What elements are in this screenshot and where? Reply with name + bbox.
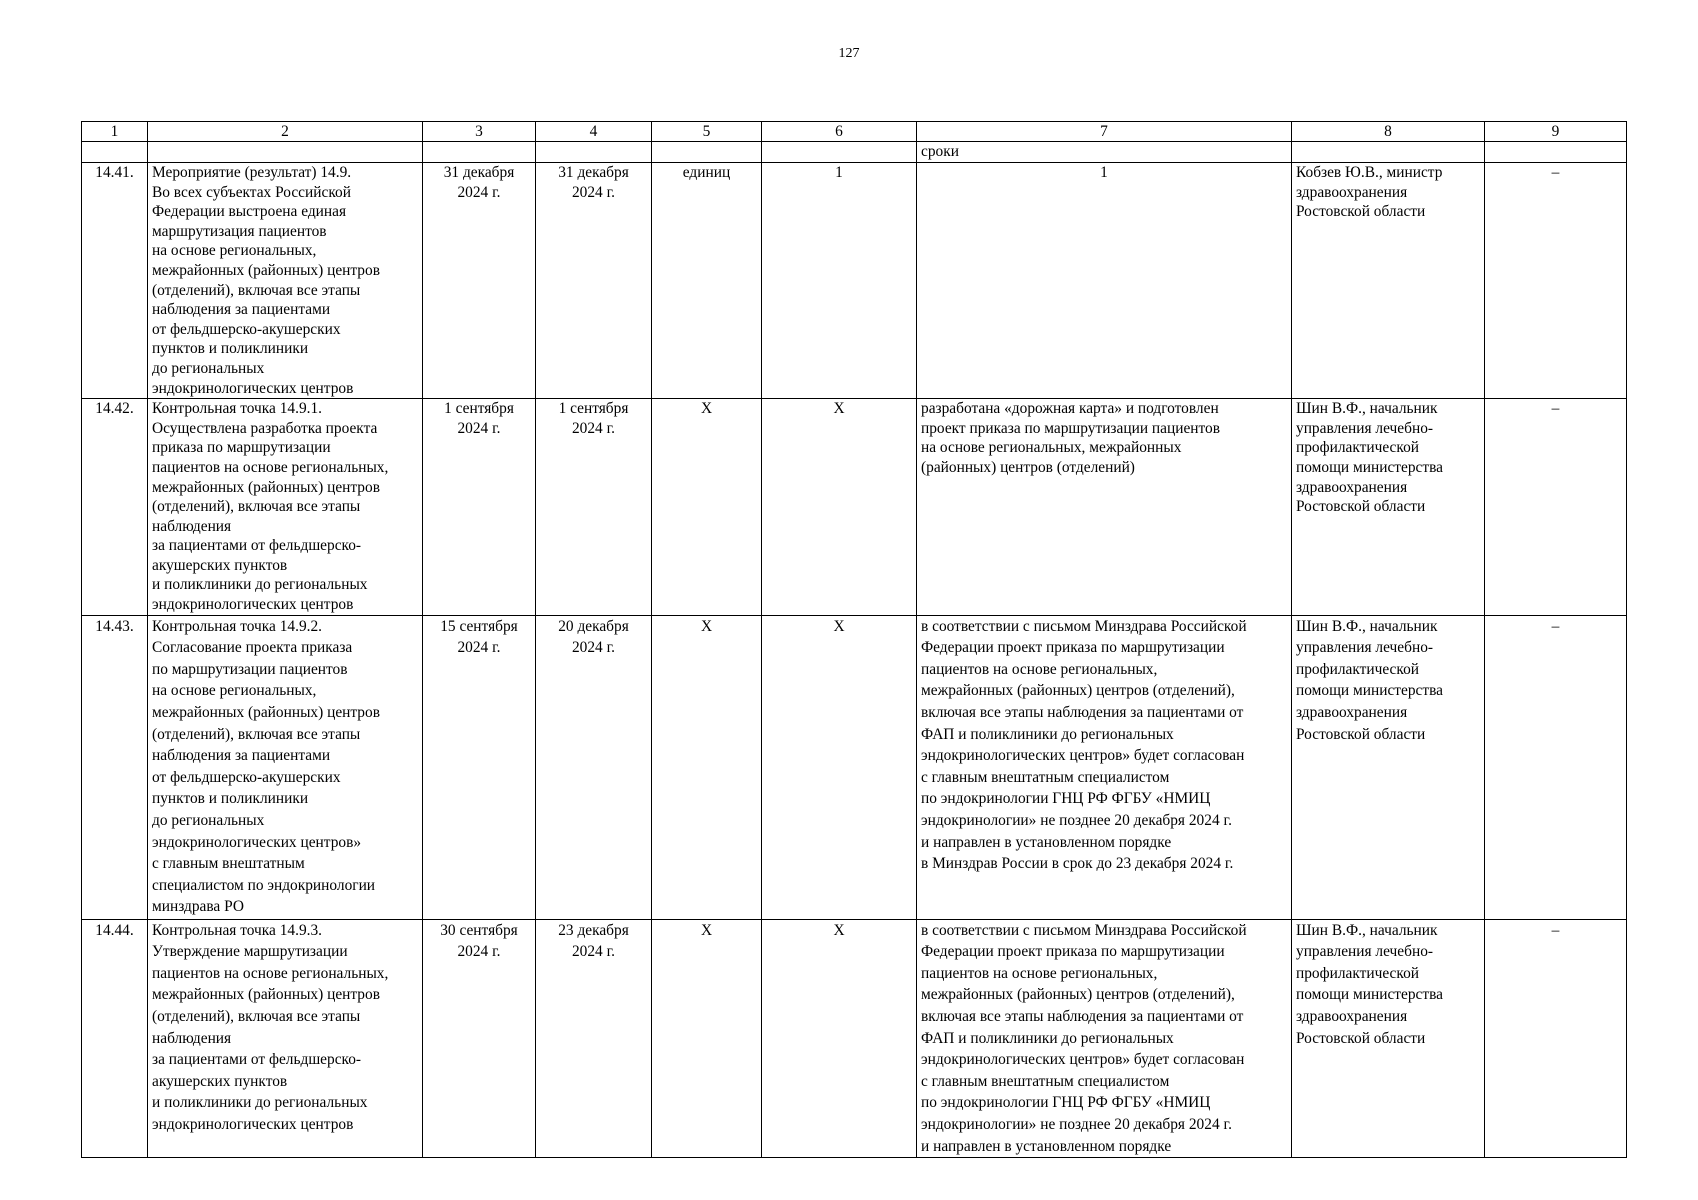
row-name: Контрольная точка 14.9.1. Осуществлена разработка проекта приказа по маршрутизации пациентов на основе региональных, межрайонных (районных) центров (отделений), включая все этапы наблюдения за пациентами от фельдшерско- акушерских пунктов и поликлиники до региональных эндокринологических центров bbox=[148, 399, 423, 616]
start-date: 30 сентября 2024 г. bbox=[423, 919, 536, 1158]
column-number: 6 bbox=[762, 122, 917, 142]
end-date: 20 декабря 2024 г. bbox=[536, 615, 652, 919]
row-name: Контрольная точка 14.9.3. Утверждение маршрутизации пациентов на основе региональных, межрайонных (районных) центров (отделений), включая все этапы наблюдения за пациентами от фельдшерско- акушерских пунктов и поликлиники до региональных эндокринологических центров bbox=[148, 919, 423, 1158]
note-cell: – bbox=[1485, 615, 1627, 919]
empty-cell bbox=[82, 142, 148, 163]
unit-cell: единиц bbox=[652, 163, 762, 399]
continuation-text: сроки bbox=[917, 142, 1292, 163]
unit-cell: X bbox=[652, 919, 762, 1158]
end-date: 1 сентября 2024 г. bbox=[536, 399, 652, 616]
column-number: 1 bbox=[82, 122, 148, 142]
note-cell: – bbox=[1485, 399, 1627, 616]
description-cell: в соответствии с письмом Минздрава Российской Федерации проект приказа по маршрутизации пациентов на основе региональных, межрайонных (районных) центров (отделений), включая все этапы наблюдения за пациентами от ФАП и поликлиники до региональных эндокринологических центров» будет согласован с главным внештатным специалистом по эндокринологии ГНЦ РФ ФГБУ «НМИЦ эндокринологии» не позднее 20 декабря 2024 г. и направлен в установленном порядке bbox=[917, 919, 1292, 1158]
column-number: 4 bbox=[536, 122, 652, 142]
description-cell: 1 bbox=[917, 163, 1292, 399]
description-cell: в соответствии с письмом Минздрава Российской Федерации проект приказа по маршрутизации пациентов на основе региональных, межрайонных (районных) центров (отделений), включая все этапы наблюдения за пациентами от ФАП и поликлиники до региональных эндокринологических центров» будет согласован с главным внештатным специалистом по эндокринологии ГНЦ РФ ФГБУ «НМИЦ эндокринологии» не позднее 20 декабря 2024 г. и направлен в установленном порядке в Минздрав России в срок до 23 декабря 2024 г. bbox=[917, 615, 1292, 919]
empty-cell bbox=[1485, 142, 1627, 163]
row-number: 14.41. bbox=[82, 163, 148, 399]
end-date: 31 декабря 2024 г. bbox=[536, 163, 652, 399]
empty-cell bbox=[148, 142, 423, 163]
row-number: 14.43. bbox=[82, 615, 148, 919]
end-date: 23 декабря 2024 г. bbox=[536, 919, 652, 1158]
column-number-row bbox=[82, 122, 1627, 142]
value-cell: 1 bbox=[762, 163, 917, 399]
unit-cell: X bbox=[652, 615, 762, 919]
column-number: 9 bbox=[1485, 122, 1627, 142]
empty-cell bbox=[762, 142, 917, 163]
row-name: Контрольная точка 14.9.2. Согласование проекта приказа по маршрутизации пациентов на основе региональных, межрайонных (районных) центров (отделений), включая все этапы наблюдения за пациентами от фельдшерско-акушерских пунктов и поликлиники до региональных эндокринологических центров» с главным внештатным специалистом по эндокринологии минздрава РО bbox=[148, 615, 423, 919]
page-number: 127 bbox=[838, 46, 860, 61]
column-number: 5 bbox=[652, 122, 762, 142]
responsible-cell: Шин В.Ф., начальник управления лечебно- профилактической помощи министерства здравоохранения Ростовской области bbox=[1292, 615, 1485, 919]
responsible-cell: Шин В.Ф., начальник управления лечебно- профилактической помощи министерства здравоохранения Ростовской области bbox=[1292, 919, 1485, 1158]
table-row bbox=[82, 919, 1627, 1158]
table-row bbox=[82, 163, 1627, 399]
empty-cell bbox=[536, 142, 652, 163]
continuation-row bbox=[82, 142, 1627, 163]
empty-cell bbox=[1292, 142, 1485, 163]
column-number: 2 bbox=[148, 122, 423, 142]
column-number: 7 bbox=[917, 122, 1292, 142]
note-cell: – bbox=[1485, 163, 1627, 399]
column-number: 8 bbox=[1292, 122, 1485, 142]
empty-cell bbox=[423, 142, 536, 163]
value-cell: X bbox=[762, 615, 917, 919]
value-cell: X bbox=[762, 919, 917, 1158]
start-date: 1 сентября 2024 г. bbox=[423, 399, 536, 616]
note-cell: – bbox=[1485, 919, 1627, 1158]
start-date: 15 сентября 2024 г. bbox=[423, 615, 536, 919]
row-number: 14.42. bbox=[82, 399, 148, 616]
unit-cell: X bbox=[652, 399, 762, 616]
table-row bbox=[82, 399, 1627, 616]
value-cell: X bbox=[762, 399, 917, 616]
start-date: 31 декабря 2024 г. bbox=[423, 163, 536, 399]
empty-cell bbox=[652, 142, 762, 163]
responsible-cell: Кобзев Ю.В., министр здравоохранения Ростовской области bbox=[1292, 163, 1485, 399]
description-cell: разработана «дорожная карта» и подготовлен проект приказа по маршрутизации пациентов на основе региональных, межрайонных (районных) центров (отделений) bbox=[917, 399, 1292, 616]
row-number: 14.44. bbox=[82, 919, 148, 1158]
table-row bbox=[82, 615, 1627, 919]
column-number: 3 bbox=[423, 122, 536, 142]
row-name: Мероприятие (результат) 14.9. Во всех субъектах Российской Федерации выстроена единая маршрутизация пациентов на основе региональных, межрайонных (районных) центров (отделений), включая все этапы наблюдения за пациентами от фельдшерско-акушерских пунктов и поликлиники до региональных эндокринологических центров bbox=[148, 163, 423, 399]
responsible-cell: Шин В.Ф., начальник управления лечебно- профилактической помощи министерства здравоохранения Ростовской области bbox=[1292, 399, 1485, 616]
plan-table bbox=[81, 121, 1627, 1158]
